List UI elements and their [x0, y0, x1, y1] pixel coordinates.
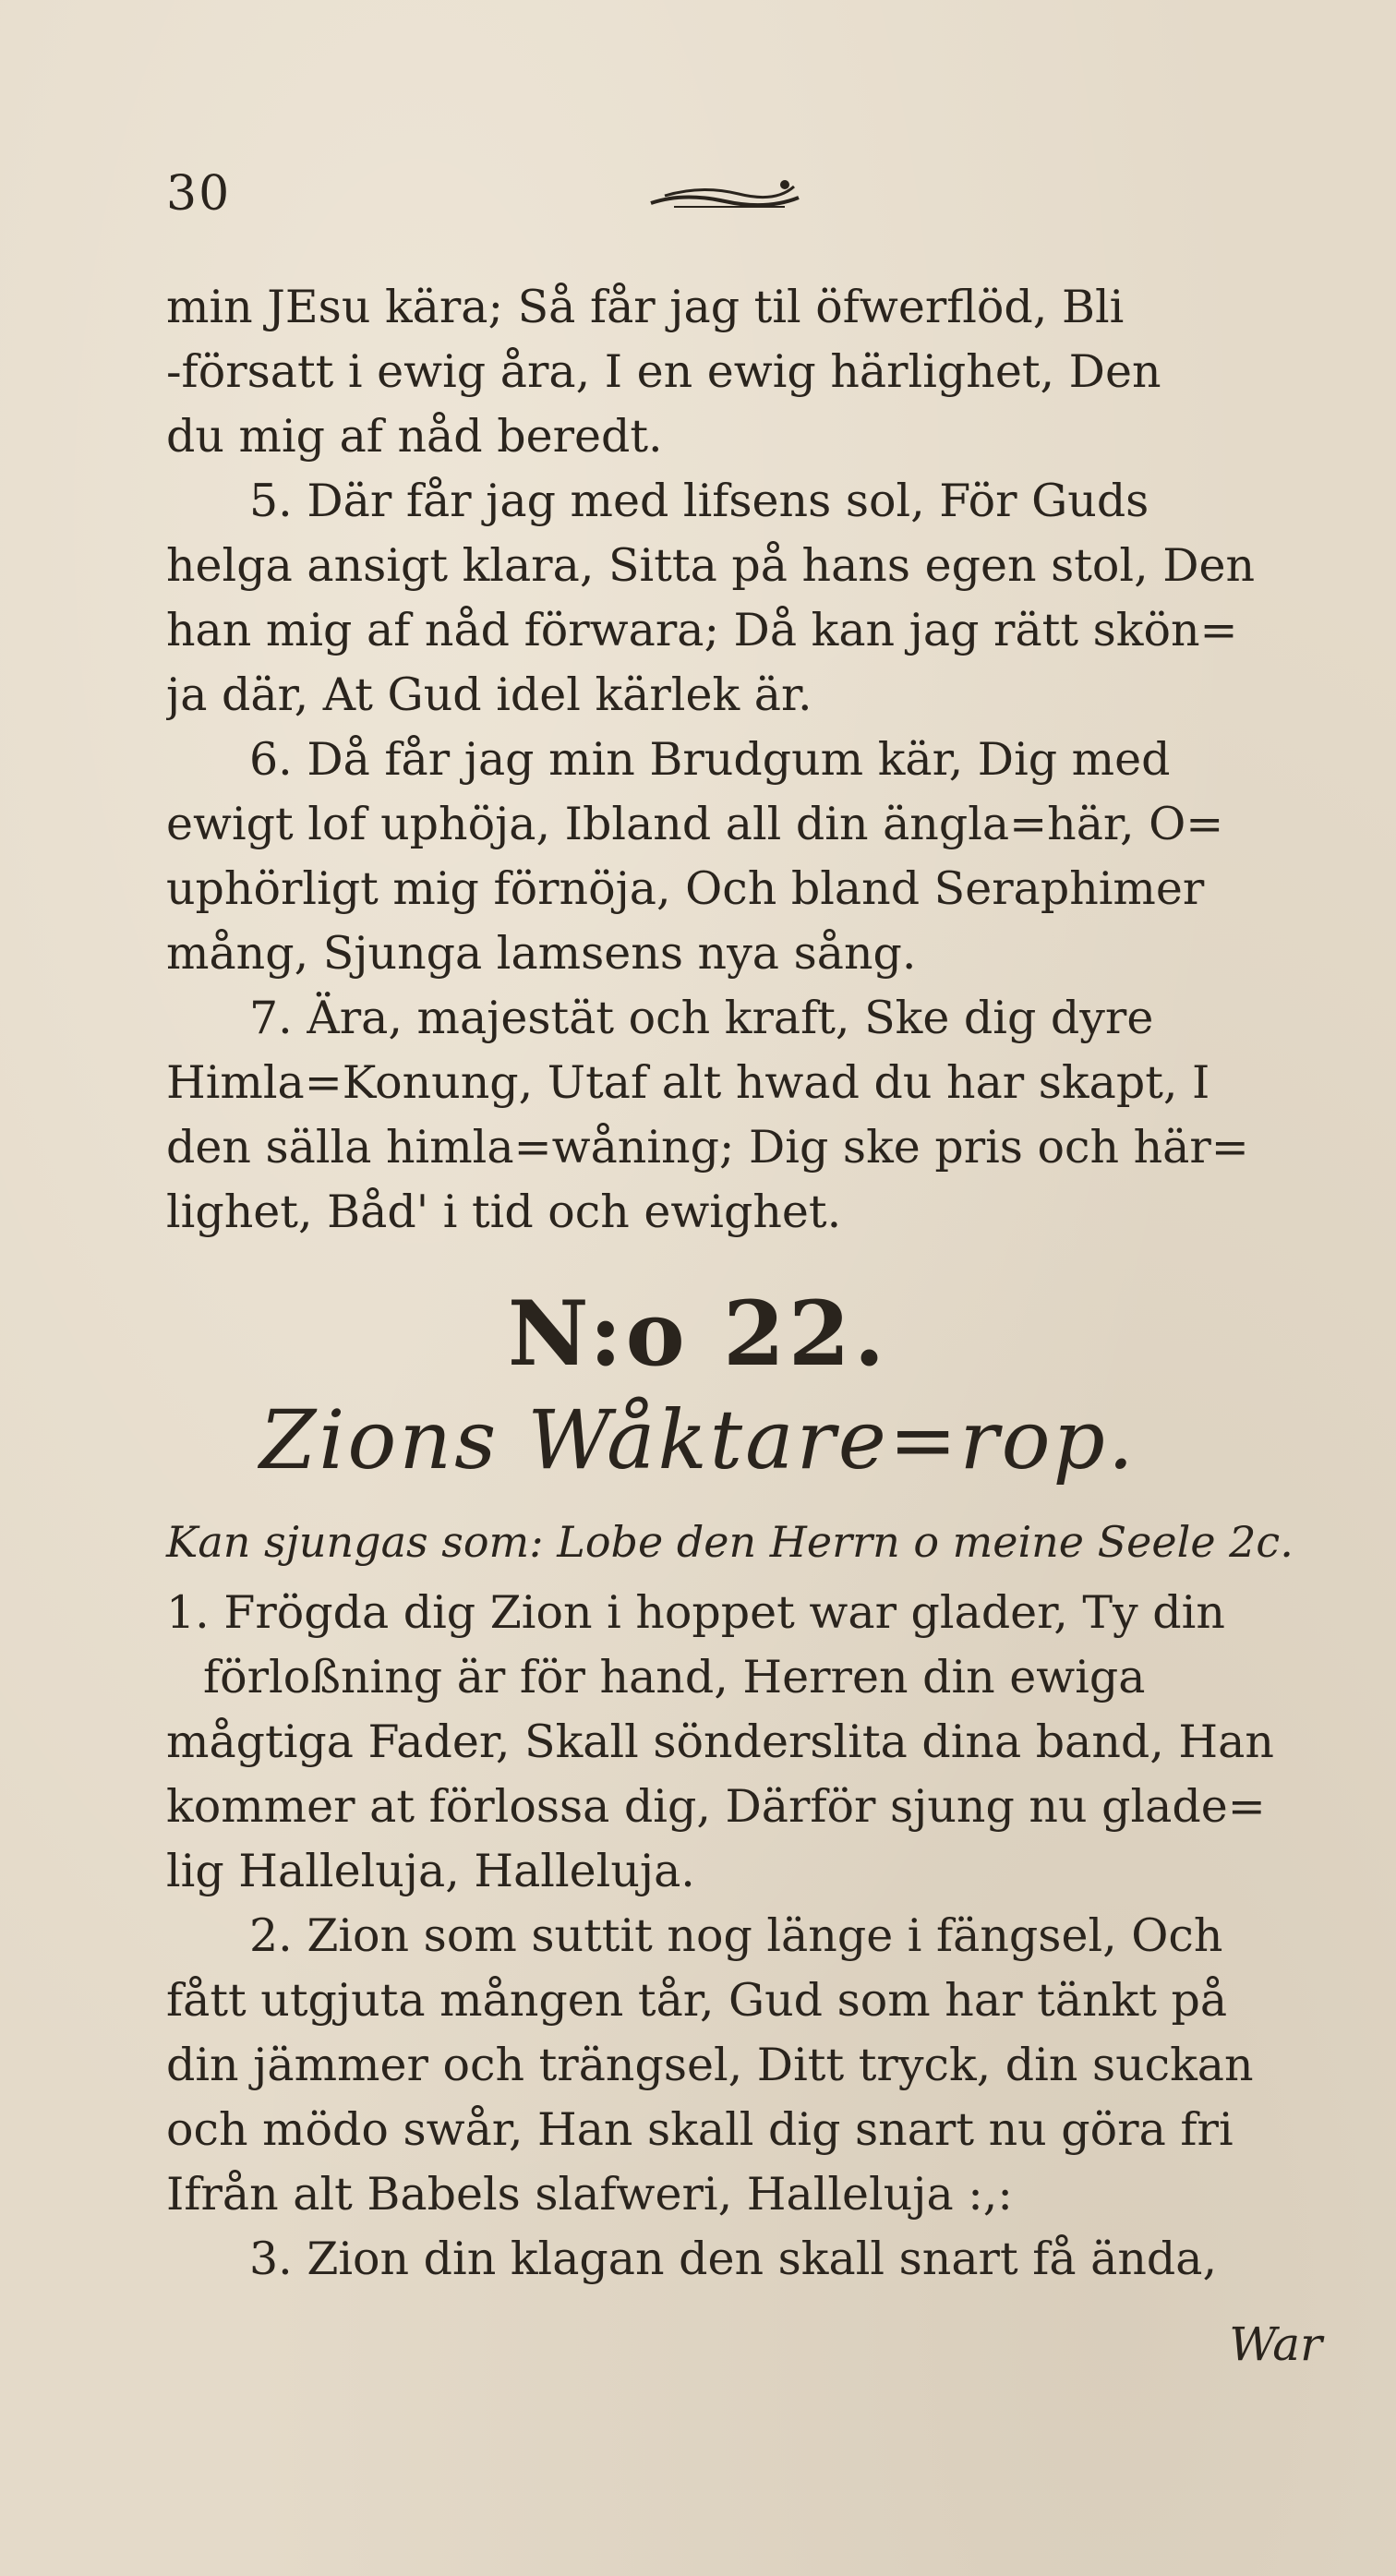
text-line: 3. Zion din klagan den skall snart få ända, — [249, 2233, 1218, 2285]
text-line: mång, Sjunga lamsens nya sång. — [166, 927, 917, 980]
text-line: den sälla himla=wåning; Dig ske pris och här= — [166, 1121, 1249, 1174]
text-line: Himla=Konung, Utaf alt hwad du har skapt, I — [166, 1056, 1210, 1109]
hymn-number: N:o 22. — [507, 1282, 889, 1386]
melody-note: Kan sjungas som: Lobe den Herrn o meine Seele 2c. — [166, 1517, 1294, 1567]
text-line: lighet, Båd' i tid och ewighet. — [166, 1186, 842, 1238]
hymn-verses — [166, 1581, 1330, 2292]
text-line: han mig af nåd förwara; Då kan jag rätt skön= — [166, 604, 1238, 656]
text-line: ja där, At Gud idel kärlek är. — [166, 668, 812, 721]
text-line: och mödo swår, Han skall dig snart nu göra fri — [166, 2103, 1234, 2156]
text-line: helga ansigt klara, Sitta på hans egen stol, Den — [166, 539, 1256, 592]
page-number: 30 — [166, 166, 232, 222]
text-line: uphörligt mig förnöja, Och bland Seraphimer — [166, 862, 1205, 915]
text-line: ewigt lof uphöja, Ibland all din ängla=här, O= — [166, 798, 1224, 850]
text-line: kommer at förlossa dig, Därför sjung nu glade= — [166, 1780, 1266, 1833]
text-line: Ifrån alt Babels slafweri, Halleluja :,: — [166, 2168, 1013, 2221]
text-line: du mig af nåd beredt. — [166, 410, 663, 463]
catchword: War — [1229, 2317, 1322, 2371]
text-line: min JEsu kära; Så får jag til öfwerflöd, Bli — [166, 281, 1125, 333]
text-line: 6. Då får jag min Brudgum kär, Dig med — [249, 733, 1171, 786]
previous-hymn-text — [166, 275, 1330, 1245]
page-header — [166, 166, 1320, 240]
text-line: förloßning är för hand, Herren din ewiga — [203, 1651, 1146, 1703]
text-line: mågtiga Fader, Skall sönderslita dina band, Han — [166, 1715, 1274, 1768]
text-line: 5. Där får jag med lifsens sol, För Guds — [249, 475, 1149, 527]
hymn-title: Zions Wåktare=rop. — [259, 1392, 1137, 1487]
text-line: -försatt i ewig åra, I en ewig härlighet, Den — [166, 345, 1161, 398]
text-line: lig Halleluja, Halleluja. — [166, 1845, 695, 1897]
text-line: 2. Zion som suttit nog länge i fängsel, Och — [249, 1909, 1223, 1962]
text-line: fått utgjuta mången tår, Gud som har tänkt på — [166, 1974, 1228, 2027]
text-line: 1. Frögda dig Zion i hoppet war glader, Ty din — [166, 1586, 1225, 1639]
header-ornament-icon — [646, 175, 803, 216]
text-line: 7. Ära, majestät och kraft, Ske dig dyre — [249, 992, 1154, 1044]
text-line: din jämmer och trängsel, Ditt tryck, din suckan — [166, 2039, 1254, 2091]
